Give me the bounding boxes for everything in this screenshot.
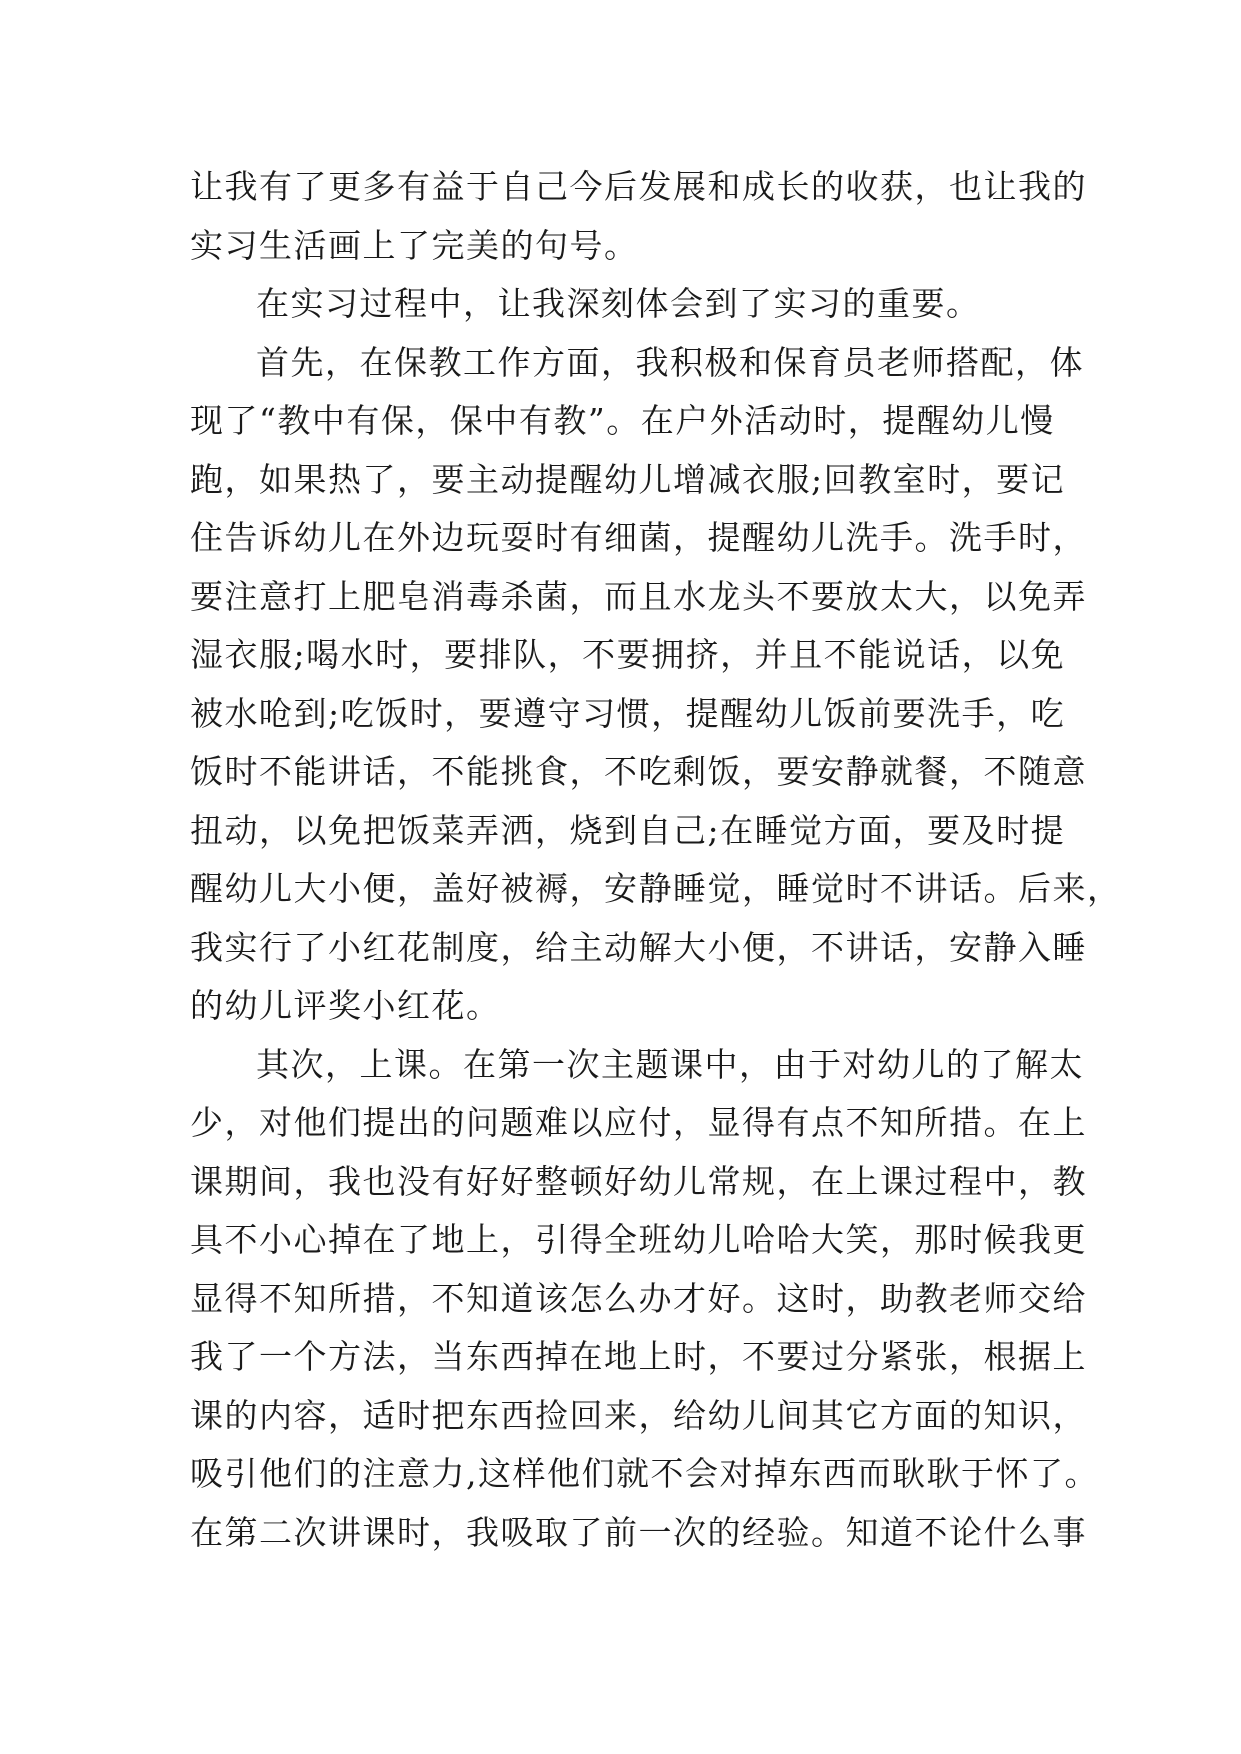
- text-line: 具不小心掉在了地上，引得全班幼儿哈哈大笑，那时候我更: [190, 1220, 1087, 1259]
- text-line: 我实行了小红花制度，给主动解大小便，不讲话，安静入睡: [190, 927, 1087, 967]
- text-line: 显得不知所措，不知道该怎么办才好。这时，助教老师交给: [190, 1278, 1087, 1318]
- text-line: 实习生活画上了完美的句号。: [190, 225, 639, 265]
- text-line: 住告诉幼儿在外边玩耍时有细菌，提醒幼儿洗手。洗手时，: [190, 518, 1087, 557]
- text-line: 扭动，以免把饭菜弄洒，烧到自己;在睡觉方面，要及时提: [190, 810, 1066, 850]
- text-line: 课期间，我也没有好好整顿好幼儿常规，在上课过程中，教: [190, 1161, 1087, 1201]
- text-line: 跑，如果热了，要主动提醒幼儿增减衣服;回教室时，要记: [190, 459, 1066, 499]
- text-line: 少，对他们提出的问题难以应付，显得有点不知所措。在上: [190, 1103, 1087, 1142]
- text-line: 在第二次讲课时，我吸取了前一次的经验。知道不论什么事: [190, 1512, 1087, 1552]
- document-body: [190, 158, 1122, 1562]
- text-line: 湿衣服;喝水时，要排队，不要拥挤，并且不能说话，以免: [190, 635, 1066, 674]
- text-line: 被水呛到;吃饭时，要遵守习惯，提醒幼儿饭前要洗手，吃: [190, 693, 1066, 733]
- text-line: 在实习过程中，让我深刻体会到了实习的重要。: [256, 284, 981, 323]
- text-line: 饭时不能讲话，不能挑食，不吃剩饭，要安静就餐，不随意: [190, 752, 1087, 791]
- text-line: 吸引他们的注意力,这样他们就不会对掉东西而耿耿于怀了。: [190, 1454, 1099, 1493]
- text-line: 现了“教中有保，保中有教”。在户外活动时，提醒幼儿慢: [190, 401, 1055, 440]
- text-line: 首先，在保教工作方面，我积极和保育员老师搭配，体: [256, 342, 1084, 382]
- text-line: 课的内容，适时把东西捡回来，给幼儿间其它方面的知识，: [190, 1395, 1087, 1435]
- text-line: 的幼儿评奖小红花。: [190, 986, 501, 1025]
- text-line: 醒幼儿大小便，盖好被褥，安静睡觉，睡觉时不讲话。后来，: [190, 869, 1122, 908]
- text-line: 我了一个方法，当东西掉在地上时，不要过分紧张，根据上: [190, 1337, 1087, 1376]
- text-line: 要注意打上肥皂消毒杀菌，而且水龙头不要放太大，以免弄: [190, 576, 1087, 616]
- text-line: 其次，上课。在第一次主题课中，由于对幼儿的了解太: [256, 1044, 1084, 1084]
- text-line: 让我有了更多有益于自己今后发展和成长的收获，也让我的: [190, 167, 1087, 206]
